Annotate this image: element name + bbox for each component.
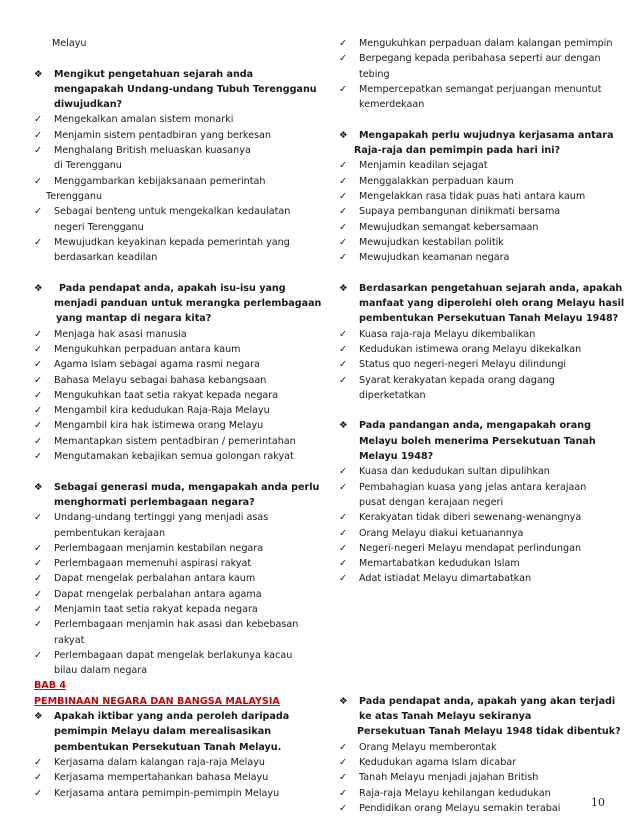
check-icon: ✓ bbox=[339, 802, 348, 814]
line-text: Kuasa raja-raja Melayu dikembalikan bbox=[359, 328, 536, 340]
line-text: tebing bbox=[359, 68, 390, 80]
line-text: Menjamin keadilan sejagat bbox=[359, 160, 488, 172]
check-icon: ✓ bbox=[34, 420, 43, 432]
text-line bbox=[34, 189, 296, 204]
text-line bbox=[339, 709, 615, 724]
answer-item bbox=[34, 373, 296, 388]
line-text: Berdasarkan pengetahuan sejarah anda, apakah bbox=[359, 282, 623, 294]
answer-item bbox=[339, 373, 615, 388]
check-icon: ✓ bbox=[339, 206, 348, 218]
answer-item bbox=[339, 770, 615, 785]
answer-item bbox=[34, 556, 296, 571]
check-icon: ✓ bbox=[34, 343, 43, 355]
text-line bbox=[34, 250, 296, 265]
line-text: Mewujudkan semangat kebersamaan bbox=[359, 221, 539, 233]
line-text: Melayu boleh menerima Persekutuan Tanah bbox=[359, 435, 596, 447]
text-line bbox=[34, 220, 296, 235]
answer-item bbox=[339, 571, 615, 586]
spacer bbox=[339, 633, 615, 648]
check-icon: ✓ bbox=[339, 175, 348, 187]
line-text: Dapat mengelak perbalahan antara kaum bbox=[54, 573, 256, 585]
answer-item bbox=[339, 36, 615, 51]
answer-item bbox=[34, 541, 296, 556]
diamond-bullet-icon: ❖ bbox=[34, 481, 43, 493]
answer-item bbox=[339, 510, 615, 525]
spacer bbox=[339, 587, 615, 602]
line-text: pembentukan kerajaan bbox=[54, 527, 166, 539]
text-line bbox=[339, 388, 615, 403]
spacer bbox=[339, 617, 615, 632]
check-icon: ✓ bbox=[34, 756, 43, 768]
right-column bbox=[339, 36, 625, 816]
line-text: Pada pandangan anda, mengapakah orang bbox=[359, 420, 591, 432]
answer-item bbox=[339, 158, 615, 173]
check-icon: ✓ bbox=[339, 160, 348, 172]
answer-item bbox=[34, 587, 296, 602]
question-line bbox=[339, 128, 615, 143]
line-text: Mengikut pengetahuan sejarah anda bbox=[54, 68, 254, 80]
text-line bbox=[34, 36, 296, 51]
line-text: PEMBINAAN NEGARA DAN BANGSA MALAYSIA bbox=[34, 695, 280, 707]
check-icon: ✓ bbox=[339, 328, 348, 340]
answer-item bbox=[339, 174, 615, 189]
check-icon: ✓ bbox=[339, 38, 348, 49]
line-text: Kerjasama antara pemimpin-pemimpin Melayu bbox=[54, 787, 280, 799]
line-text: Kerjasama mempertahankan bahasa Melayu bbox=[54, 772, 269, 784]
text-line bbox=[34, 158, 296, 173]
check-icon: ✓ bbox=[34, 114, 43, 126]
text-line bbox=[34, 311, 296, 326]
line-text: Pada pendapat anda, apakah isu-isu yang bbox=[59, 282, 286, 294]
check-icon: ✓ bbox=[339, 512, 348, 524]
answer-item bbox=[34, 204, 296, 219]
spacer bbox=[339, 678, 615, 693]
line-text: Apakah iktibar yang anda peroleh daripada bbox=[54, 711, 290, 723]
answer-item bbox=[34, 755, 296, 770]
line-text: Orang Melayu diakui ketuanannya bbox=[359, 527, 524, 539]
line-text: Perlembagaan menjamin kestabilan negara bbox=[54, 542, 264, 554]
line-text: Menggambarkan kebijaksanaan pemerintah bbox=[54, 175, 266, 187]
text-line bbox=[339, 67, 615, 82]
line-text: Menjamin taat setia rakyat kepada negara bbox=[54, 603, 258, 615]
check-icon: ✓ bbox=[339, 481, 348, 493]
text-line bbox=[339, 449, 615, 464]
line-text: Menjaga hak asasi manusia bbox=[54, 328, 187, 340]
answer-item bbox=[339, 204, 615, 219]
line-text: diwujudkan? bbox=[54, 99, 123, 111]
answer-item bbox=[339, 526, 615, 541]
line-text: ke atas Tanah Melayu sekiranya bbox=[359, 711, 532, 723]
check-icon: ✓ bbox=[34, 129, 43, 141]
spacer bbox=[339, 602, 615, 617]
answer-item bbox=[34, 342, 296, 357]
answer-item bbox=[34, 434, 296, 449]
line-text: pembentukan Persekutuan Tanah Melayu. bbox=[54, 741, 282, 753]
diamond-bullet-icon: ❖ bbox=[339, 420, 348, 432]
question-line bbox=[339, 418, 615, 433]
answer-item bbox=[339, 480, 615, 495]
line-text: Mengambil kira hak istimewa orang Melayu bbox=[54, 420, 264, 432]
line-text: Status quo negeri-negeri Melayu dilindungi bbox=[359, 359, 567, 371]
line-text: Perlembagaan memenuhi aspirasi rakyat bbox=[54, 558, 252, 570]
answer-item bbox=[339, 342, 615, 357]
text-line bbox=[339, 296, 625, 311]
text-line bbox=[34, 633, 296, 648]
line-text: menjadi panduan untuk merangka perlembagaan bbox=[54, 298, 322, 310]
line-text: Mewujudkan keyakinan kepada pemerintah yang bbox=[54, 236, 290, 248]
text-line bbox=[34, 495, 296, 510]
line-text: Pada pendapat anda, apakah yang akan terjadi bbox=[359, 695, 616, 707]
check-icon: ✓ bbox=[339, 527, 348, 539]
check-icon: ✓ bbox=[339, 756, 348, 768]
line-text: Menjamin sistem pentadbiran yang berkesan bbox=[54, 129, 271, 141]
spacer bbox=[34, 265, 296, 280]
line-text: Menggalakkan perpaduan kaum bbox=[359, 175, 514, 187]
check-icon: ✓ bbox=[339, 787, 348, 799]
line-text: Mengelakkan rasa tidak puas hati antara kaum bbox=[359, 190, 586, 202]
diamond-bullet-icon: ❖ bbox=[34, 282, 43, 294]
spacer bbox=[339, 403, 615, 418]
answer-item bbox=[34, 786, 296, 801]
answer-item bbox=[34, 143, 296, 158]
line-text: Raja-raja dan pemimpin pada hari ini? bbox=[354, 145, 561, 157]
line-text: pembentukan Persekutuan Tanah Melayu 1948? bbox=[359, 313, 619, 325]
check-icon: ✓ bbox=[339, 190, 348, 202]
line-text: Mengekalkan amalan sistem monarki bbox=[54, 114, 234, 126]
answer-item bbox=[339, 220, 615, 235]
line-text: bilau dalam negara bbox=[54, 665, 148, 677]
check-icon: ✓ bbox=[34, 619, 43, 631]
answer-item bbox=[339, 541, 615, 556]
line-text: Supaya pembangunan dinikmati bersama bbox=[359, 206, 561, 218]
answer-item bbox=[339, 740, 615, 755]
line-text: negeri Terengganu bbox=[54, 221, 144, 233]
line-text: yang mantap di negara kita? bbox=[56, 313, 212, 325]
answer-item bbox=[339, 235, 615, 250]
answer-item bbox=[34, 174, 296, 189]
line-text: Kerakyatan tidak diberi sewenang-wenangnya bbox=[359, 512, 582, 524]
diamond-bullet-icon: ❖ bbox=[34, 68, 43, 80]
check-icon: ✓ bbox=[339, 558, 348, 570]
check-icon: ✓ bbox=[339, 772, 348, 784]
line-text: Mengukuhkan perpaduan dalam kalangan pemimpin bbox=[359, 38, 613, 49]
check-icon: ✓ bbox=[339, 359, 348, 371]
check-icon: ✓ bbox=[34, 236, 43, 248]
line-text: Undang-undang tertinggi yang menjadi asas bbox=[54, 512, 269, 524]
text-line bbox=[339, 434, 615, 449]
check-icon: ✓ bbox=[34, 206, 43, 218]
answer-item bbox=[34, 602, 296, 617]
answer-item bbox=[34, 388, 296, 403]
line-text: pusat dengan kerajaan negeri bbox=[359, 496, 504, 508]
check-icon: ✓ bbox=[34, 787, 43, 799]
line-text: Tanah Melayu menjadi jajahan British bbox=[359, 772, 539, 784]
answer-item bbox=[34, 418, 296, 433]
check-icon: ✓ bbox=[339, 573, 348, 585]
line-text: Menghalang British meluaskan kuasanya bbox=[54, 145, 251, 157]
line-text: menghormati perlembagaan negara? bbox=[54, 496, 255, 508]
question-line bbox=[34, 709, 296, 724]
diamond-bullet-icon: ❖ bbox=[339, 282, 348, 294]
line-text: Memantapkan sistem pentadbiran / pemerintahan bbox=[54, 435, 296, 447]
text-line bbox=[339, 143, 615, 158]
answer-item bbox=[339, 357, 615, 372]
line-text: Memartabatkan kedudukan Islam bbox=[359, 558, 520, 570]
line-text: BAB 4 bbox=[34, 680, 67, 692]
line-text: Kuasa dan kedudukan sultan dipulihkan bbox=[359, 466, 550, 478]
answer-item bbox=[34, 770, 296, 785]
line-text: Sebagai benteng untuk mengekalkan kedaulatan bbox=[54, 206, 291, 218]
line-text: Kerjasama dalam kalangan raja-raja Melayu bbox=[54, 756, 265, 768]
check-icon: ✓ bbox=[339, 53, 348, 65]
line-text: Mengukuhkan perpaduan antara kaum bbox=[54, 343, 241, 355]
text-line bbox=[339, 495, 615, 510]
text-line bbox=[339, 97, 615, 112]
answer-item bbox=[34, 648, 296, 663]
text-line bbox=[339, 724, 621, 739]
check-icon: ✓ bbox=[34, 175, 43, 187]
text-line bbox=[34, 296, 322, 311]
text-line bbox=[34, 663, 296, 678]
left-column bbox=[34, 36, 322, 801]
line-text: Orang Melayu memberontak bbox=[359, 741, 497, 753]
question-line bbox=[34, 67, 296, 82]
answer-item bbox=[339, 801, 615, 816]
check-icon: ✓ bbox=[339, 741, 348, 753]
line-text: mengapakah Undang-undang Tubuh Terengganu bbox=[54, 83, 317, 95]
check-icon: ✓ bbox=[34, 512, 43, 524]
check-icon: ✓ bbox=[34, 435, 43, 447]
chapter-heading bbox=[34, 678, 296, 693]
answer-item bbox=[34, 510, 296, 525]
answer-item bbox=[339, 755, 615, 770]
diamond-bullet-icon: ❖ bbox=[339, 129, 348, 141]
check-icon: ✓ bbox=[339, 252, 348, 264]
check-icon: ✓ bbox=[34, 542, 43, 554]
text-line bbox=[339, 311, 619, 326]
line-text: Melayu 1948? bbox=[359, 451, 434, 463]
answer-item bbox=[339, 556, 615, 571]
text-line bbox=[34, 82, 317, 97]
line-text: Mengambil kira kedudukan Raja-Raja Melayu bbox=[54, 405, 270, 417]
diamond-bullet-icon: ❖ bbox=[34, 711, 43, 723]
line-text: Mengutamakan kebajikan semua golongan rakyat bbox=[54, 451, 294, 463]
answer-item bbox=[34, 112, 296, 127]
check-icon: ✓ bbox=[34, 374, 43, 386]
check-icon: ✓ bbox=[34, 451, 43, 463]
check-icon: ✓ bbox=[34, 772, 43, 784]
line-text: Persekutuan Tanah Melayu 1948 tidak dibentuk? bbox=[357, 726, 621, 738]
line-text: diperketatkan bbox=[359, 389, 426, 401]
line-text: Raja-raja Melayu kehilangan kedudukan bbox=[359, 787, 551, 799]
line-text: Pendidikan orang Melayu semakin terabai bbox=[359, 802, 561, 814]
chapter-heading bbox=[34, 694, 296, 709]
answer-item bbox=[34, 617, 299, 632]
line-text: Mewujudkan keamanan negara bbox=[359, 252, 510, 264]
text-line bbox=[34, 97, 296, 112]
line-text: Berpegang kepada peribahasa seperti aur dengan bbox=[359, 53, 601, 65]
check-icon: ✓ bbox=[339, 374, 348, 386]
line-text: Dapat mengelak perbalahan antara agama bbox=[54, 588, 262, 600]
answer-item bbox=[339, 82, 615, 97]
line-text: Terengganu bbox=[46, 190, 103, 202]
answer-item bbox=[339, 250, 615, 265]
line-text: Melayu bbox=[52, 38, 87, 49]
answer-item bbox=[339, 327, 615, 342]
answer-item bbox=[34, 128, 296, 143]
line-text: kemerdekaan bbox=[359, 99, 425, 111]
answer-item bbox=[339, 51, 615, 66]
check-icon: ✓ bbox=[339, 466, 348, 478]
answer-item bbox=[34, 357, 296, 372]
answer-item bbox=[339, 786, 615, 801]
spacer bbox=[339, 265, 615, 280]
line-text: Adat istiadat Melayu dimartabatkan bbox=[359, 573, 532, 585]
check-icon: ✓ bbox=[34, 405, 43, 417]
spacer bbox=[34, 51, 296, 66]
check-icon: ✓ bbox=[339, 221, 348, 233]
line-text: manfaat yang diperolehi oleh orang Melayu hasil bbox=[359, 298, 625, 310]
line-text: Pembahagian kuasa yang jelas antara kerajaan bbox=[359, 481, 587, 493]
line-text: Kedudukan istimewa orang Melayu dikekalkan bbox=[359, 343, 582, 355]
check-icon: ✓ bbox=[34, 389, 43, 401]
check-icon: ✓ bbox=[339, 236, 348, 248]
line-text: Syarat kerakyatan kepada orang dagang bbox=[359, 374, 555, 386]
spacer bbox=[339, 648, 615, 663]
spacer bbox=[34, 464, 296, 479]
question-line bbox=[34, 480, 320, 495]
answer-item bbox=[34, 403, 296, 418]
check-icon: ✓ bbox=[339, 343, 348, 355]
check-icon: ✓ bbox=[34, 603, 43, 615]
answer-item bbox=[339, 189, 615, 204]
check-icon: ✓ bbox=[34, 588, 43, 600]
page-number: 10 bbox=[591, 796, 605, 809]
line-text: Mempercepatkan semangat perjuangan menuntut bbox=[359, 83, 602, 95]
check-icon: ✓ bbox=[34, 649, 43, 661]
check-icon: ✓ bbox=[34, 359, 43, 371]
line-text: rakyat bbox=[54, 634, 85, 646]
check-icon: ✓ bbox=[34, 573, 43, 585]
line-text: pemimpin Melayu dalam merealisasikan bbox=[54, 726, 272, 738]
text-line bbox=[34, 724, 296, 739]
spacer bbox=[339, 112, 615, 127]
check-icon: ✓ bbox=[34, 328, 43, 340]
answer-item bbox=[34, 449, 296, 464]
text-line bbox=[34, 526, 296, 541]
diamond-bullet-icon: ❖ bbox=[339, 695, 348, 707]
question-line bbox=[34, 281, 296, 296]
question-line bbox=[339, 694, 615, 709]
answer-item bbox=[34, 235, 296, 250]
check-icon: ✓ bbox=[339, 542, 348, 554]
line-text: Sebagai generasi muda, mengapakah anda perlu bbox=[54, 481, 320, 493]
check-icon: ✓ bbox=[34, 558, 43, 570]
line-text: Mewujudkan kestabilan politik bbox=[359, 236, 504, 248]
question-line bbox=[339, 281, 623, 296]
answer-item bbox=[34, 327, 296, 342]
spacer bbox=[339, 663, 615, 678]
line-text: berdasarkan keadilan bbox=[54, 252, 158, 264]
line-text: Agama Islam sebagai agama rasmi negara bbox=[54, 359, 260, 371]
answer-item bbox=[34, 571, 296, 586]
line-text: Perlembagaan menjamin hak asasi dan kebebasan bbox=[54, 619, 299, 631]
check-icon: ✓ bbox=[339, 83, 348, 95]
line-text: Perlembagaan dapat mengelak berlakunya kacau bbox=[54, 649, 293, 661]
line-text: Mengapakah perlu wujudnya kerjasama antara bbox=[359, 129, 614, 141]
check-icon: ✓ bbox=[34, 145, 43, 157]
text-line bbox=[34, 740, 296, 755]
answer-item bbox=[339, 464, 615, 479]
line-text: Kedudukan agama Islam dicabar bbox=[359, 756, 517, 768]
line-text: di Terengganu bbox=[54, 160, 122, 172]
line-text: Bahasa Melayu sebagai bahasa kebangsaan bbox=[54, 374, 267, 386]
line-text: Negeri-negeri Melayu mendapat perlindungan bbox=[359, 542, 582, 554]
line-text: Mengukuhkan taat setia rakyat kepada negara bbox=[54, 389, 279, 401]
